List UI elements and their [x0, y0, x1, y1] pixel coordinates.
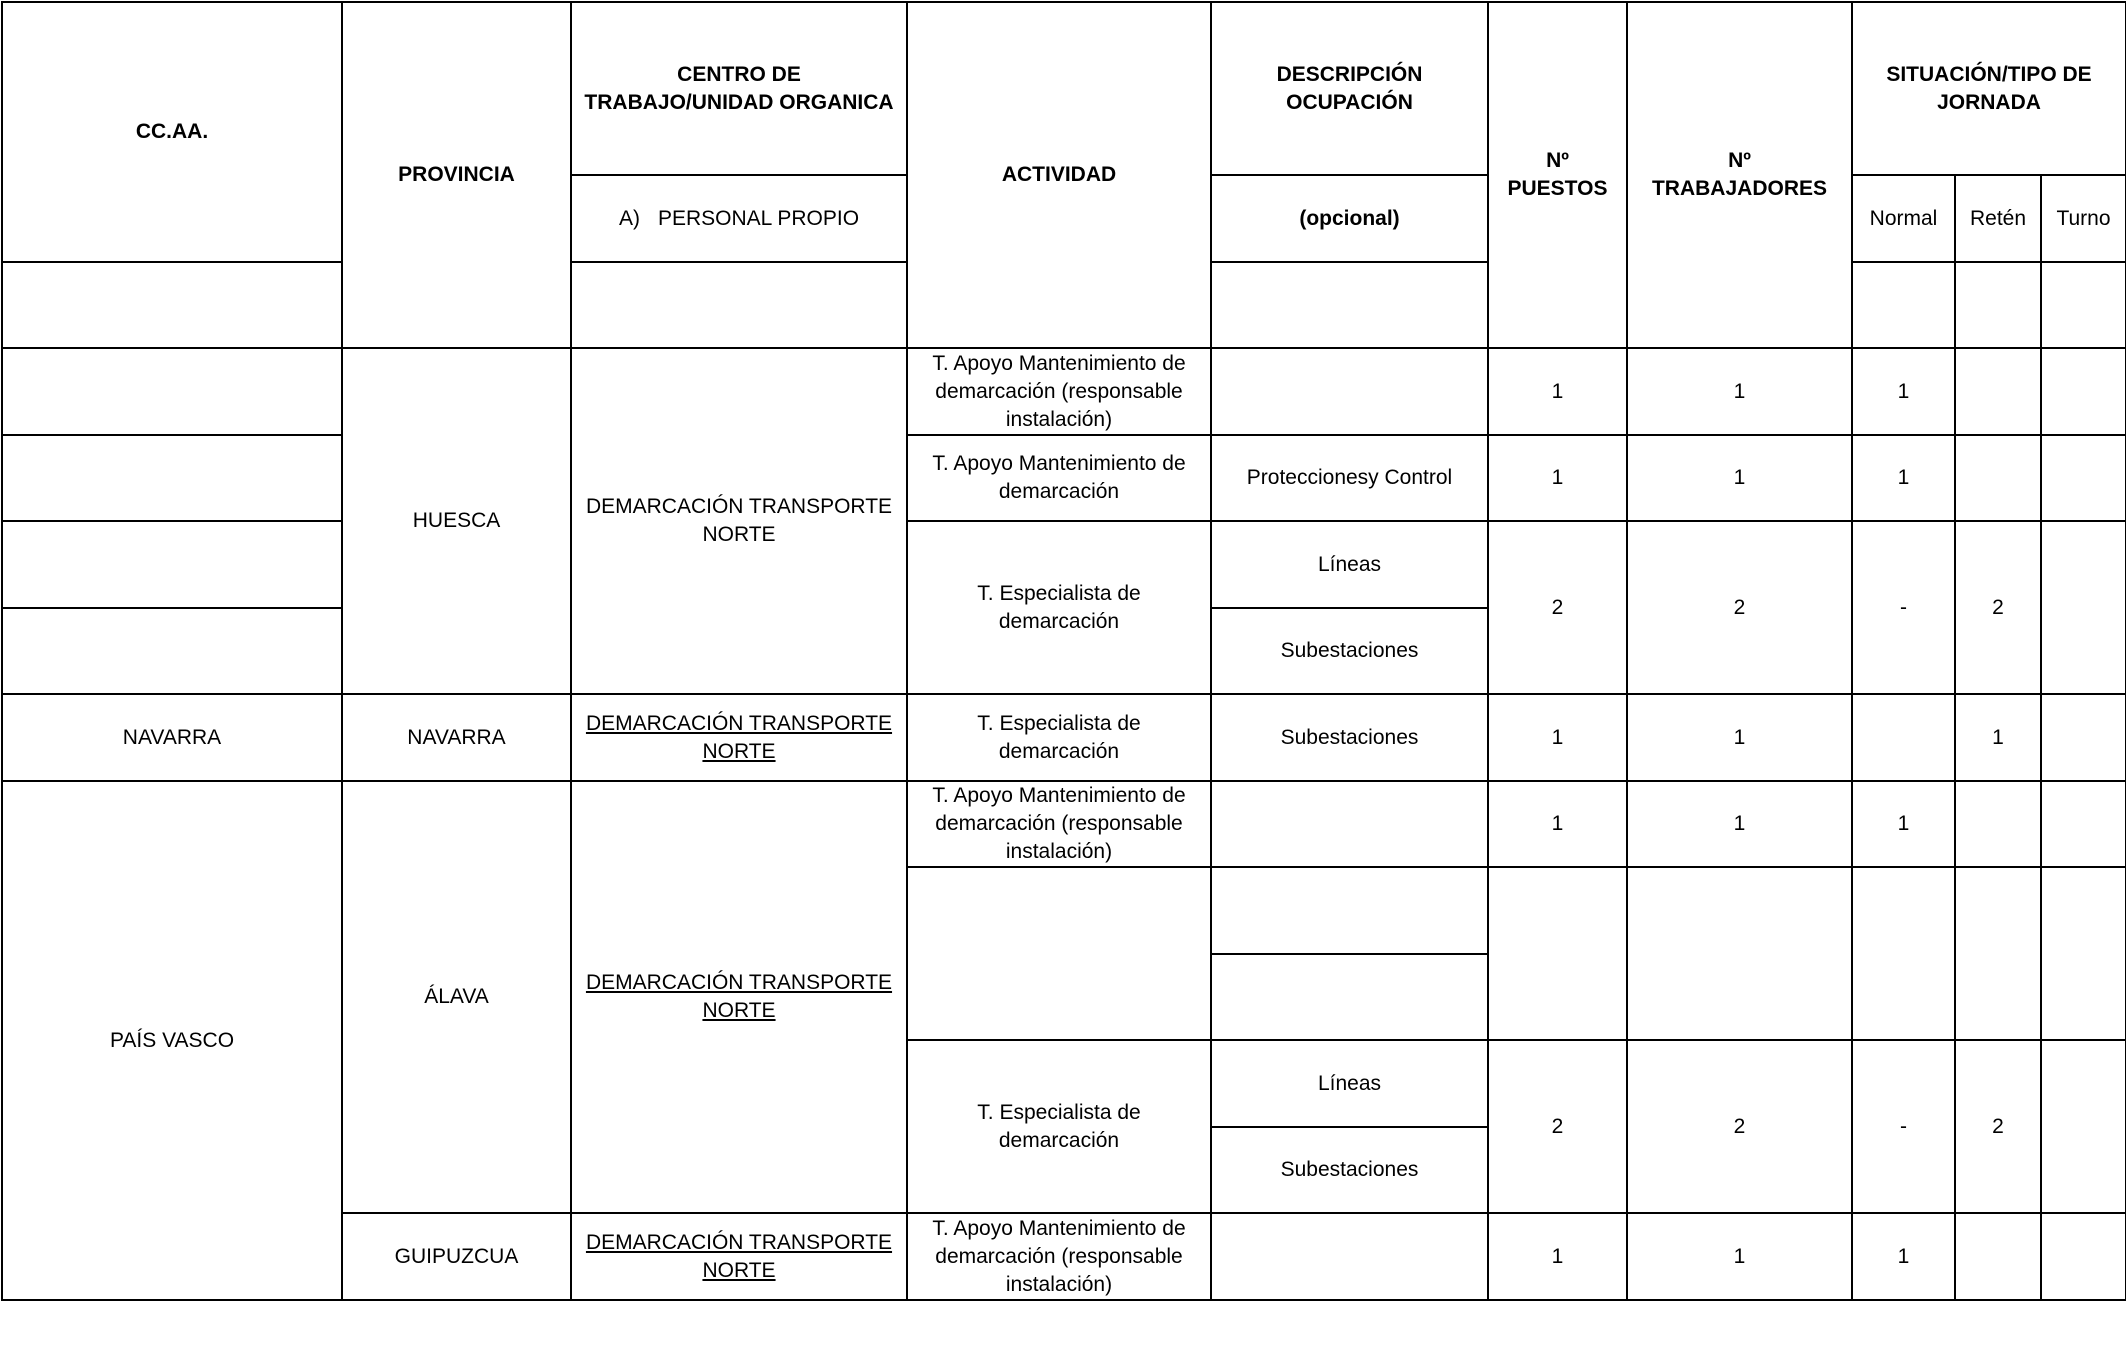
descripcion-cell: [1211, 1213, 1488, 1300]
header-centro: CENTRO DE TRABAJO/UNIDAD ORGANICA: [571, 2, 907, 175]
actividad-cell: T. Especialista de demarcación: [907, 1040, 1211, 1213]
turno-cell: [2041, 348, 2126, 435]
turno-cell: [2041, 1040, 2126, 1213]
reten-cell: 2: [1955, 521, 2041, 694]
actividad-cell: T. Apoyo Mantenimiento de demarcación (responsable instalación): [907, 781, 1211, 867]
puestos-cell: 1: [1488, 781, 1627, 867]
normal-cell: 1: [1852, 348, 1955, 435]
ccaa-navarra: NAVARRA: [2, 694, 342, 781]
reten-cell: [1955, 867, 2041, 1040]
ccaa-cell: [2, 608, 342, 694]
reten-cell: 1: [1955, 694, 2041, 781]
puestos-cell: 2: [1488, 521, 1627, 694]
descripcion-cell: [1211, 867, 1488, 954]
centro-navarra-link[interactable]: [571, 694, 907, 781]
trabajadores-cell: 2: [1627, 521, 1852, 694]
centro-guipuzcua-label[interactable]: DEMARCACIÓN TRANSPORTE NORTE: [585, 1230, 893, 1282]
reten-cell: [1955, 1213, 2041, 1300]
actividad-cell: [907, 867, 1211, 1040]
turno-cell: [2041, 1213, 2126, 1300]
reten-cell: 2: [1955, 1040, 2041, 1213]
puestos-cell: 1: [1488, 348, 1627, 435]
header-situacion: SITUACIÓN/TIPO DE JORNADA: [1852, 2, 2126, 175]
table-row: [2, 435, 2126, 521]
turno-cell: [2041, 867, 2126, 1040]
centro-navarra-label[interactable]: DEMARCACIÓN TRANSPORTE NORTE: [585, 711, 893, 763]
provincia-alava: ÁLAVA: [342, 781, 571, 1213]
actividad-cell: T. Especialista de demarcación: [907, 694, 1211, 781]
staffing-table: [1, 1, 2126, 1301]
table-row: [2, 521, 2126, 608]
centro-huesca: DEMARCACIÓN TRANSPORTE NORTE: [571, 348, 907, 694]
descripcion-cell: Líneas: [1211, 1040, 1488, 1127]
normal-cell: -: [1852, 1040, 1955, 1213]
header-actividad: ACTIVIDAD: [907, 2, 1211, 348]
trabajadores-cell: [1627, 867, 1852, 1040]
trabajadores-cell: 2: [1627, 1040, 1852, 1213]
actividad-cell: T. Apoyo Mantenimiento de demarcación (responsable instalación): [907, 1213, 1211, 1300]
turno-cell: [2041, 435, 2126, 521]
header-ccaa: CC.AA.: [2, 2, 342, 262]
header-reten: Retén: [1955, 175, 2041, 262]
trabajadores-cell: 1: [1627, 348, 1852, 435]
ccaa-pais-vasco: PAÍS VASCO: [2, 781, 342, 1300]
table-row: [2, 781, 2126, 867]
descripcion-cell: Subestaciones: [1211, 1127, 1488, 1213]
provincia-navarra: NAVARRA: [342, 694, 571, 781]
normal-cell: 1: [1852, 1213, 1955, 1300]
descripcion-cell: [1211, 781, 1488, 867]
empty-cell: [2041, 262, 2126, 348]
section-personal-propio: [571, 175, 907, 262]
trabajadores-cell: 1: [1627, 781, 1852, 867]
empty-cell: [1955, 262, 2041, 348]
descripcion-cell: Subestaciones: [1211, 608, 1488, 694]
actividad-cell: T. Apoyo Mantenimiento de demarcación (responsable instalación): [907, 348, 1211, 435]
ccaa-cell: [2, 435, 342, 521]
puestos-cell: 1: [1488, 435, 1627, 521]
header-normal: Normal: [1852, 175, 1955, 262]
descripcion-cell: [1211, 348, 1488, 435]
reten-cell: [1955, 348, 2041, 435]
puestos-cell: 2: [1488, 1040, 1627, 1213]
header-descripcion: DESCRIPCIÓN OCUPACIÓN: [1211, 2, 1488, 175]
descripcion-cell: Subestaciones: [1211, 694, 1488, 781]
turno-cell: [2041, 694, 2126, 781]
normal-cell: 1: [1852, 435, 1955, 521]
normal-cell: 1: [1852, 781, 1955, 867]
table-row: [2, 694, 2126, 781]
provincia-guipuzcua: GUIPUZCUA: [342, 1213, 571, 1300]
section-marker: A): [618, 206, 640, 230]
normal-cell: [1852, 694, 1955, 781]
header-puestos: Nº PUESTOS: [1488, 2, 1627, 348]
empty-cell: [1852, 262, 1955, 348]
normal-cell: -: [1852, 521, 1955, 694]
header-provincia: PROVINCIA: [342, 2, 571, 348]
descripcion-cell: Líneas: [1211, 521, 1488, 608]
puestos-cell: [1488, 867, 1627, 1040]
ccaa-cell: [2, 521, 342, 608]
header-opcional: (opcional): [1211, 175, 1488, 262]
puestos-cell: 1: [1488, 694, 1627, 781]
trabajadores-cell: 1: [1627, 694, 1852, 781]
header-row: [2, 2, 2126, 175]
actividad-cell: T. Apoyo Mantenimiento de demarcación: [907, 435, 1211, 521]
reten-cell: [1955, 435, 2041, 521]
trabajadores-cell: 1: [1627, 1213, 1852, 1300]
header-turno: Turno: [2041, 175, 2126, 262]
actividad-cell: T. Especialista de demarcación: [907, 521, 1211, 694]
header-trabajadores: Nº TRABAJADORES: [1627, 2, 1852, 348]
empty-cell: [2, 262, 342, 348]
turno-cell: [2041, 781, 2126, 867]
trabajadores-cell: 1: [1627, 435, 1852, 521]
centro-guipuzcua-link[interactable]: [571, 1213, 907, 1300]
provincia-huesca: HUESCA: [342, 348, 571, 694]
table-row: [2, 348, 2126, 435]
normal-cell: [1852, 867, 1955, 1040]
descripcion-cell: [1211, 954, 1488, 1040]
centro-alava-link[interactable]: [571, 781, 907, 1213]
ccaa-cell: [2, 348, 342, 435]
turno-cell: [2041, 521, 2126, 694]
empty-cell: [571, 262, 907, 348]
puestos-cell: 1: [1488, 1213, 1627, 1300]
centro-alava-label[interactable]: DEMARCACIÓN TRANSPORTE NORTE: [585, 971, 893, 1022]
empty-cell: [1211, 262, 1488, 348]
reten-cell: [1955, 781, 2041, 867]
section-label: PERSONAL PROPIO: [657, 206, 860, 230]
descripcion-cell: Proteccionesy Control: [1211, 435, 1488, 521]
